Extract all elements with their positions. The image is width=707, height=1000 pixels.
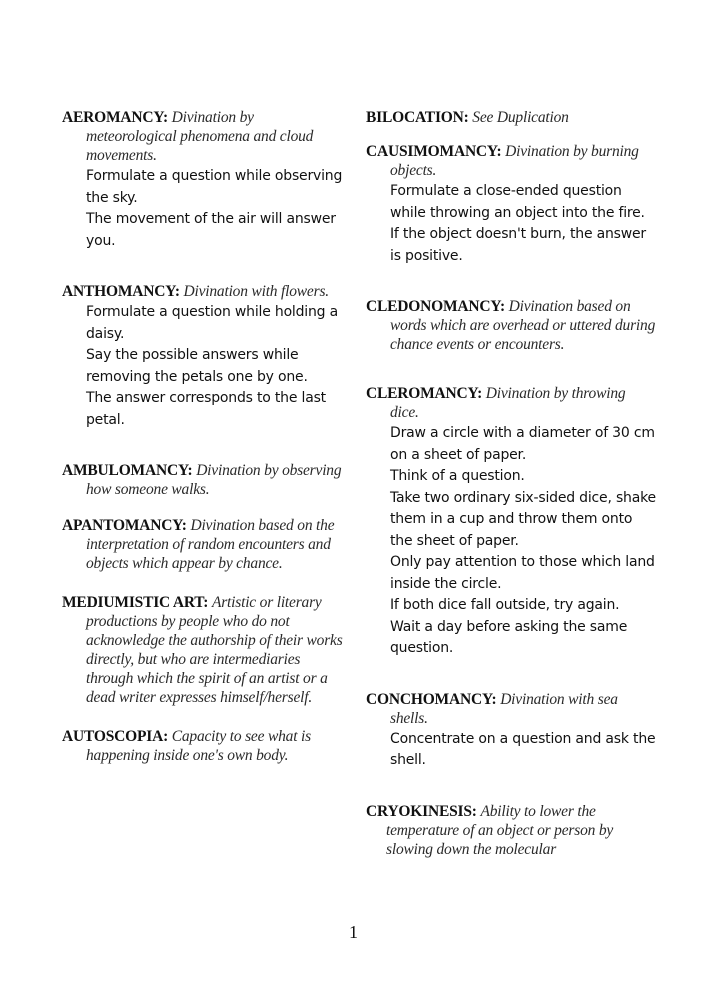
entry-instructions xyxy=(366,423,656,660)
glossary-entry xyxy=(366,384,656,660)
entry-definition: See Duplication xyxy=(472,109,569,126)
instruction-line: Take two ordinary six-sided dice, shake them in a cup and throw them onto the sheet of paper. xyxy=(390,489,656,549)
entry-definition: Divination with sea shells. xyxy=(390,690,618,727)
entry-separator: : xyxy=(174,283,180,300)
entry-instructions xyxy=(366,729,656,772)
instruction-line: Concentrate on a question and ask the shell. xyxy=(390,730,656,768)
entry-term: ANTHOMANCY xyxy=(62,283,175,300)
entry-term: CLEDONOMANCY: xyxy=(366,298,505,315)
glossary-entry xyxy=(366,802,656,859)
instruction-line: If both dice fall outside, try again. xyxy=(390,597,620,613)
entry-heading xyxy=(366,690,656,728)
page-number: 1 xyxy=(349,922,358,942)
entry-separator: : xyxy=(181,517,187,534)
left-column xyxy=(62,108,347,795)
entry-definition: Divination based on the interpretation of random encounters and objects which appear by chance. xyxy=(86,517,335,572)
entry-definition: Divination based on words which are overhead or uttered during chance events or encounters. xyxy=(390,298,656,353)
glossary-entry xyxy=(366,142,656,267)
entry-heading xyxy=(62,727,347,765)
entry-instructions xyxy=(366,181,656,267)
instruction-line: Formulate a close-ended question while throwing an object into the fire. If the object doesn't burn, the answer is positive. xyxy=(390,183,646,264)
glossary-entry xyxy=(366,690,656,772)
instruction-line: The movement of the air will answer you. xyxy=(86,211,336,249)
entry-term: CONCHOMANCY: xyxy=(366,690,497,708)
entry-term: AEROMANCY xyxy=(62,109,163,126)
entry-definition: Capacity to see what is happening inside one's own body. xyxy=(86,728,311,764)
instruction-line: Think of a question. xyxy=(390,468,525,484)
entry-definition: Divination by observing how someone walks. xyxy=(86,462,342,498)
instruction-line: Formulate a question while observing the sky. xyxy=(86,168,343,206)
glossary-entry xyxy=(62,461,347,499)
glossary-entry xyxy=(366,108,656,127)
instruction-line: Formulate a question while holding a daisy. xyxy=(86,304,338,342)
glossary-entry xyxy=(62,516,347,573)
entry-separator: : xyxy=(187,462,193,479)
entry-instructions xyxy=(62,166,347,252)
entry-instructions xyxy=(62,302,347,431)
entry-definition: Ability to lower the temperature of an object or person by slowing down the molecular xyxy=(386,802,614,858)
right-column xyxy=(366,108,656,859)
entry-definition: Divination by burning objects. xyxy=(390,143,639,179)
glossary-entry xyxy=(62,108,347,252)
entry-definition: Artistic or literary productions by people who do not acknowledge the authorship of their works directly, but who are intermediaries through which the spirit of an artist or a dead writer expresses himself/herself. xyxy=(86,594,343,706)
entry-term: AUTOSCOPIA: xyxy=(62,728,169,745)
entry-definition: Divination with flowers. xyxy=(183,283,329,300)
entry-term: BILOCATION: xyxy=(366,109,469,126)
entry-heading xyxy=(62,108,347,165)
entry-heading xyxy=(366,142,656,180)
entry-heading xyxy=(62,516,347,573)
entry-separator: : xyxy=(162,109,168,126)
entry-heading xyxy=(62,461,347,499)
instruction-line: Wait a day before asking the same question. xyxy=(390,618,628,656)
entry-definition: Divination by throwing dice. xyxy=(390,385,626,421)
glossary-entry xyxy=(62,727,347,765)
instruction-line: Say the possible answers while removing the petals one by one. xyxy=(86,347,308,385)
entry-definition: Divination by meteorological phenomena and cloud movements. xyxy=(86,109,314,164)
entry-term: AMBULOMANCY xyxy=(62,462,188,479)
glossary-entry xyxy=(62,593,347,707)
entry-heading xyxy=(366,384,656,422)
entry-term: MEDIUMISTIC ART xyxy=(62,594,204,611)
entry-term: CRYOKINESIS: xyxy=(366,802,477,820)
glossary-entry xyxy=(62,282,347,431)
glossary-entry xyxy=(366,297,656,354)
entry-term: CLEROMANCY: xyxy=(366,385,483,402)
entry-heading xyxy=(62,593,347,707)
instruction-line: The answer corresponds to the last petal. xyxy=(86,390,326,428)
entry-separator: : xyxy=(203,594,209,611)
entry-term: APANTOMANCY xyxy=(62,517,182,534)
entry-heading xyxy=(366,297,656,354)
entry-heading xyxy=(366,108,656,127)
instruction-line: Only pay attention to those which land inside the circle. xyxy=(390,554,655,592)
entry-heading xyxy=(62,282,347,301)
entry-heading xyxy=(366,802,656,859)
instruction-line: Draw a circle with a diameter of 30 cm on a sheet of paper. xyxy=(390,425,655,463)
entry-term: CAUSIMOMANCY: xyxy=(366,143,502,160)
